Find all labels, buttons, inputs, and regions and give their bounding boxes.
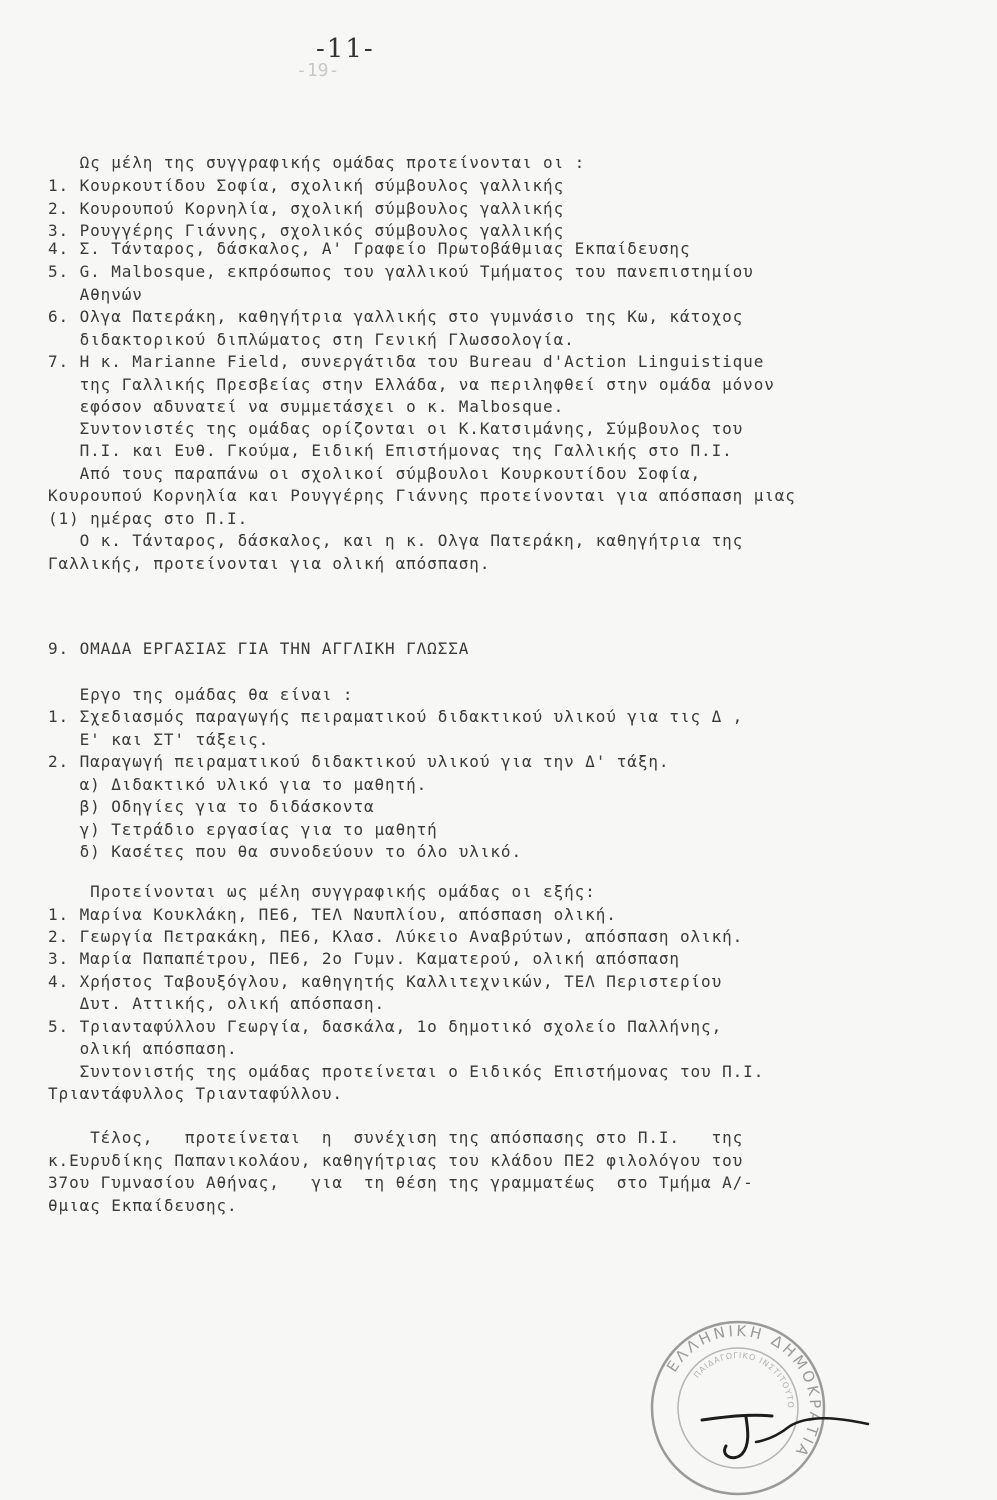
text-line: γ) Τετράδιο εργασίας για το μαθητή [48,820,438,839]
text-line: α) Διδακτικό υλικό για το μαθητή. [48,775,428,794]
text-line: 3. Μαρία Παπαπέτρου, ΠΕ6, 2ο Γυμν. Καματερού, ολική απόσπαση [48,949,680,968]
text-line: Αθηνών [48,285,143,304]
text-line: (1) ημέρας στο Π.Ι. [48,509,249,528]
text-line: Ο κ. Τάνταρος, δάσκαλος, και η κ. Ολγα Πατεράκη, καθηγήτρια της [48,531,744,550]
text-line: ολική απόσπαση. [48,1039,238,1058]
text-line: κ.Ευρυδίκης Παπανικολάου, καθηγήτριας του κλάδου ΠΕ2 φιλολόγου του [48,1151,744,1170]
text-line: 1. Σχεδιασμός παραγωγής πειραματικού διδακτικού υλικού για τις Δ , [48,707,744,726]
text-line: Προτείνονται ως μέλη συγγραφικής ομάδας οι εξής: [48,882,596,901]
text-line: θμιας Εκπαίδευσης. [48,1196,238,1215]
text-line: 6. Ολγα Πατεράκη, καθηγήτρια γαλλικής στο γυμνάσιο της Κω, κάτοχος [48,307,744,326]
text-line: 2. Γεωργία Πετρακάκη, ΠΕ6, Κλασ. Λύκειο Αναβρύτων, απόσπαση ολική. [48,927,744,946]
text-line: 5. G. Malbosque, εκπρόσωπος του γαλλικού Τμήματος του πανεπιστημίου [48,262,754,281]
text-line: Από τους παραπάνω οι σχολικοί σύμβουλοι Κουρκουτίδου Σοφία, [48,464,702,483]
text-line: β) Οδηγίες για το διδάσκοντα [48,797,375,816]
text-line: δ) Κασέτες που θα συνοδεύουν το όλο υλικό. [48,842,522,861]
text-line: Εργο της ομάδας θα είναι : [48,685,354,704]
text-line: εφόσον αδυνατεί να συμμετάσχει ο κ. Malbosque. [48,397,565,416]
text-line: 1. Μαρίνα Κουκλάκη, ΠΕ6, ΤΕΛ Ναυπλίου, απόσπαση ολική. [48,905,617,924]
text-line: Συντονιστές της ομάδας ορίζονται οι Κ.Κατσιμάνης, Σύμβουλος του [48,419,744,438]
text-line: 7. Η κ. Marianne Field, συνεργάτιδα του Bureau d'Action Linguistique [48,352,765,371]
text-line: Ως μέλη της συγγραφικής ομάδας προτείνονται οι : [48,153,586,172]
text-line: Κουρουπού Κορνηλία και Ρουγγέρης Γιάννης προτείνονται για απόσπαση μιας [48,486,796,505]
text-line: Δυτ. Αττικής, ολική απόσπαση. [48,994,386,1013]
section-heading: 9. ΟΜΑΔΑ ΕΡΓΑΣΙΑΣ ΓΙΑ ΤΗΝ ΑΓΓΛΙΚΗ ΓΛΩΣΣΑ [48,639,470,658]
text-line: Γαλλικής, προτείνονται για ολική απόσπαση. [48,554,491,573]
page-number-bleedthrough: -19- [296,60,340,81]
text-line: Τέλος, προτείνεται η συνέχιση της απόσπασης στο Π.Ι. της [48,1128,744,1147]
text-line: της Γαλλικής Πρεσβείας στην Ελλάδα, να περιληφθεί στην ομάδα μόνον [48,375,775,394]
text-line: 4. Σ. Τάνταρος, δάσκαλος, Α' Γραφείο Πρωτοβάθμιας Εκπαίδευσης [48,239,691,258]
text-line: 5. Τριανταφύλλου Γεωργία, δασκάλα, 1ο δημοτικό σχολείο Παλλήνης, [48,1017,723,1036]
text-line: 37ου Γυμνασίου Αθήνας, για τη θέση της γραμματέως στο Τμήμα Α/- [48,1173,754,1192]
text-line: 1. Κουρκουτίδου Σοφία, σχολική σύμβουλος γαλλικής [48,176,565,195]
text-line: 3. Ρουγγέρης Γιάννης, σχολικός σύμβουλος γαλλικής [48,221,565,240]
signature [690,1390,880,1470]
text-line: διδακτορικού διπλώματος στη Γενική Γλωσσολογία. [48,330,575,349]
page-number: -11- [316,34,375,64]
text-line: Τριαντάφυλλος Τριανταφύλλου. [48,1084,343,1103]
stamp-inner-text: ΠΑΙΔΑΓΩΓΙΚΟ ΙΝΣΤΙΤΟΥΤΟ [692,1350,796,1409]
stamp-outer-text: ΕΛΛΗΝΙΚΗ ΔΗΜΟΚΡΑΤΙΑ [663,1321,825,1462]
text-line: 2. Παραγωγή πειραματικού διδακτικού υλικού για την Δ' τάξη. [48,752,670,771]
text-line: Π.Ι. και Ευθ. Γκούμα, Ειδική Επιστήμονας της Γαλλικής στο Π.Ι. [48,441,733,460]
text-line: Ε' και ΣΤ' τάξεις. [48,730,270,749]
text-line: 4. Χρήστος Ταβουξόγλου, καθηγητής Καλλιτεχνικών, ΤΕΛ Περιστερίου [48,972,723,991]
text-line: 2. Κουρουπού Κορνηλία, σχολική σύμβουλος γαλλικής [48,199,565,218]
text-line: Συντονιστής της ομάδας προτείνεται ο Ειδικός Επιστήμονας του Π.Ι. [48,1062,765,1081]
